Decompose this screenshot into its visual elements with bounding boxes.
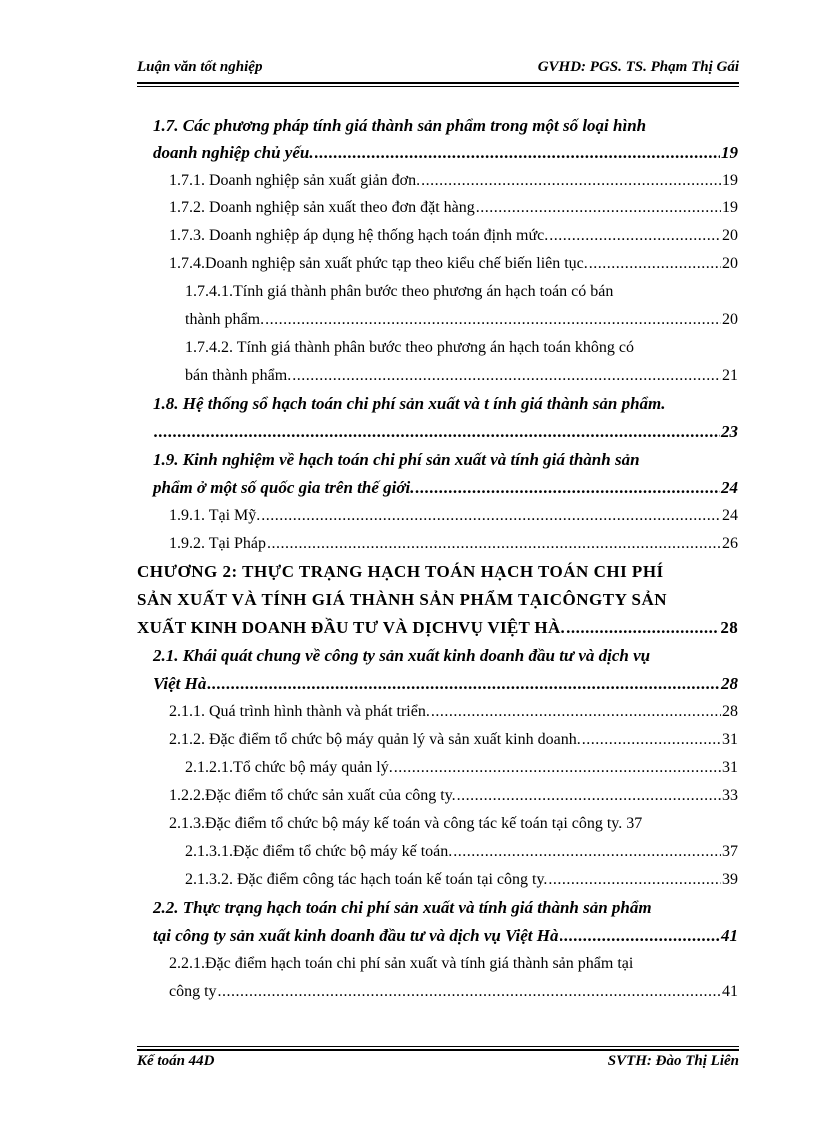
- toc-entry-2-2-line1: 2.2. Thực trạng hạch toán chi phí sản xuất và tính giá thành sản phẩm: [153, 898, 652, 917]
- toc-entry-2-1-3-2: 2.1.3.2. Đặc điểm công tác hạch toán kế toán tại công ty. ..... 39: [185, 867, 738, 893]
- toc-chapter-2: XUẤT KINH DOANH ĐẦU TƯ VÀ DỊCHVỤ VIỆT HÀ. ..... 28: [137, 615, 738, 641]
- toc-entry-1-8-line1: 1.8. Hệ thống sổ hạch toán chi phí sản xuất và t ính giá thành sản phẩm.: [153, 394, 666, 413]
- toc-entry-2-1-2-1: 2.1.2.1.Tổ chức bộ máy quản lý. ..... 31: [185, 755, 738, 781]
- toc-entry-1-7: doanh nghiệp chủ yếu. ..... 19: [153, 140, 738, 166]
- toc-entry-2-1: Việt Hà ..... 28: [153, 671, 738, 697]
- header-rule-thick: [137, 82, 739, 84]
- toc-entry-2-2-1-line1: 2.2.1.Đặc điểm hạch toán chi phí sản xuất và tính giá thành sản phẩm tại: [169, 955, 634, 972]
- header-supervisor: GVHD: PGS. TS. Phạm Thị Gái: [537, 59, 739, 75]
- toc-entry-1-7-line1: 1.7. Các phương pháp tính giá thành sản phẩm trong một số loại hình: [153, 116, 647, 135]
- toc-entry-1-7-4-1-line1: 1.7.4.1.Tính giá thành phân bước theo phương án hạch toán có bán: [185, 283, 614, 300]
- toc-entry-1-7-4-2-line1: 1.7.4.2. Tính giá thành phân bước theo phương án hạch toán không có: [185, 339, 634, 356]
- footer-rule-thick: [137, 1049, 739, 1051]
- toc-entry-2-2: tại công ty sản xuất kinh doanh đầu tư và dịch vụ Việt Hà ..... 41: [153, 923, 738, 949]
- toc-chapter-2-line1: CHƯƠNG 2: THỰC TRẠNG HẠCH TOÁN HẠCH TOÁN CHI PHÍ: [137, 562, 664, 581]
- toc-entry-2-1-3-1: 2.1.3.1.Đặc điểm tổ chức bộ máy kế toán. ..... 37: [185, 839, 738, 865]
- toc-entry-2-1-2: 2.1.2. Đặc điểm tổ chức bộ máy quản lý và sản xuất kinh doanh. ..... 31: [169, 727, 738, 753]
- footer-student: SVTH: Đào Thị Liên: [607, 1053, 739, 1069]
- header-rule-thin: [137, 86, 739, 87]
- page-footer: [137, 1053, 739, 1073]
- toc-entry-1-9-1: 1.9.1. Tại Mỹ. ..... 24: [169, 503, 738, 529]
- toc-chapter-2-line2: SẢN XUẤT VÀ TÍNH GIÁ THÀNH SẢN PHẨM TẠICÔNGTY SẢN: [137, 590, 668, 609]
- toc-entry-1-7-1: 1.7.1. Doanh nghiệp sản xuất giản đơn. ..... 19: [169, 168, 738, 194]
- header-thesis-label: Luận văn tốt nghiệp: [137, 59, 263, 75]
- toc-entry-1-9-2: 1.9.2. Tại Pháp ..... 26: [169, 531, 738, 557]
- toc-entry-1-7-3: 1.7.3. Doanh nghiệp áp dụng hệ thống hạch toán định mức. ..... 20: [169, 223, 738, 249]
- toc-entry-2-1-1: 2.1.1. Quá trình hình thành và phát triển. ..... 28: [169, 699, 738, 725]
- page-header: [137, 59, 739, 79]
- toc-entry-1-7-4-1: thành phẩm. ..... 20: [185, 307, 738, 333]
- toc-entry-1-7-4-2: bán thành phẩm. ..... 21: [185, 363, 738, 389]
- toc-entry-1-2-2: 1.2.2.Đặc điểm tổ chức sản xuất của công ty. ..... 33: [169, 783, 738, 809]
- toc-entry-2-1-line1: 2.1. Khái quát chung về công ty sản xuất kinh doanh đầu tư và dịch vụ: [153, 646, 651, 665]
- toc-entry-1-8: ..... 23: [153, 419, 738, 445]
- toc-entry-2-1-3: 2.1.3.Đặc điểm tổ chức bộ máy kế toán và công tác kế toán tại công ty. 37: [169, 815, 643, 832]
- toc-entry-1-7-4: 1.7.4.Doanh nghiệp sản xuất phức tạp theo kiểu chế biến liên tục. ..... 20: [169, 251, 738, 277]
- footer-class-label: Kế toán 44D: [137, 1053, 215, 1069]
- footer-rule-thin: [137, 1046, 739, 1047]
- toc-entry-1-9-line1: 1.9. Kinh nghiệm về hạch toán chi phí sản xuất và tính giá thành sản: [153, 450, 640, 469]
- toc-entry-2-2-1: công ty ..... 41: [169, 979, 738, 1005]
- toc-entry-1-7-2: 1.7.2. Doanh nghiệp sản xuất theo đơn đặt hàng ..... 19: [169, 195, 738, 221]
- toc-entry-1-9: phẩm ở một số quốc gia trên thế giới. ..... 24: [153, 475, 738, 501]
